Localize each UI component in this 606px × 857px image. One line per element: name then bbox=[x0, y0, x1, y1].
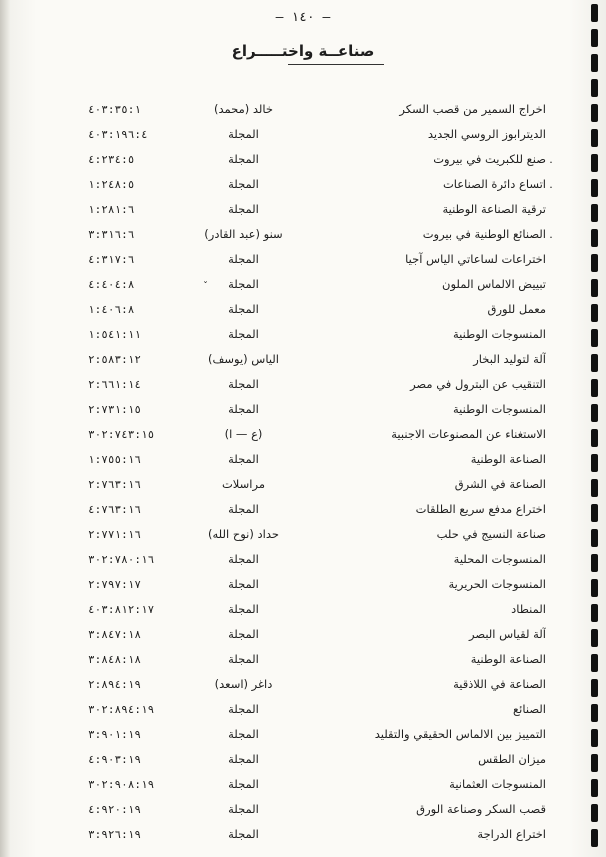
entry-author: المجلة bbox=[228, 377, 259, 391]
entry-reference: ٣:٣١٦:٦ bbox=[88, 228, 135, 241]
entry-author: المجلة bbox=[228, 277, 259, 291]
index-row bbox=[0, 697, 606, 722]
entry-topic: صنع للكبريت في بيروت bbox=[433, 152, 546, 166]
row-bullet: . bbox=[549, 178, 553, 191]
entry-reference: ٤٠٣:٨١٢:١٧ bbox=[88, 603, 155, 616]
index-row bbox=[0, 722, 606, 747]
index-row bbox=[0, 197, 606, 222]
entry-author: المجلة bbox=[228, 177, 259, 191]
index-row bbox=[0, 222, 606, 247]
entry-topic: صناعة النسيج في حلب bbox=[436, 527, 546, 541]
entry-topic: التمييز بين الالماس الحقيقي والتقليد bbox=[374, 727, 546, 741]
entry-topic: ميزان الطقس bbox=[478, 752, 546, 766]
entry-author: المجلة bbox=[228, 252, 259, 266]
entry-reference: ٣٠٢:٩٠٨:١٩ bbox=[88, 778, 155, 791]
index-row bbox=[0, 347, 606, 372]
index-row bbox=[0, 272, 606, 297]
entry-author: المجلة bbox=[228, 202, 259, 216]
entry-author: سنو (عبد القادر) bbox=[204, 227, 283, 241]
margin-mark: ˇ bbox=[203, 281, 208, 292]
entry-topic: الصناعة الوطنية bbox=[470, 652, 546, 666]
entry-topic: الديترابوز الروسي الجديد bbox=[427, 127, 546, 141]
entry-reference: ٢:٧٦٣:١٦ bbox=[88, 478, 141, 491]
entry-author: الياس (يوسف) bbox=[207, 352, 280, 366]
entry-reference: ٢:٧٣١:١٥ bbox=[88, 403, 141, 416]
entry-author: المجلة bbox=[228, 702, 259, 716]
entry-reference: ٢:٧٩٧:١٧ bbox=[88, 578, 141, 591]
entry-author: المجلة bbox=[228, 652, 259, 666]
entry-reference: ٢:٨٩٤:١٩ bbox=[88, 678, 141, 691]
page-number: — ١٤٠ — bbox=[275, 10, 331, 25]
row-bullet: . bbox=[549, 228, 553, 241]
entry-topic: المنسوجات الوطنية bbox=[452, 327, 546, 341]
entry-topic: التنقيب عن البترول في مصر bbox=[410, 377, 546, 391]
entry-topic: المنسوجات المحلية bbox=[453, 552, 546, 566]
entry-topic: الاستغناء عن المصنوعات الاجنبية bbox=[391, 427, 546, 441]
entry-reference: ٤:٢٣٤:٥ bbox=[88, 153, 135, 166]
entry-author: المجلة bbox=[228, 502, 259, 516]
index-row bbox=[0, 797, 606, 822]
entry-reference: ٣:٨٤٨:١٨ bbox=[88, 653, 141, 666]
entry-reference: ٤٠٣:١٩٦:٤ bbox=[88, 128, 148, 141]
entry-author: المجلة bbox=[228, 727, 259, 741]
index-row bbox=[0, 672, 606, 697]
entry-reference: ٤:٩٠٣:١٩ bbox=[88, 753, 141, 766]
entry-author: المجلة bbox=[228, 602, 259, 616]
index-row bbox=[0, 122, 606, 147]
entry-reference: ٣٠٢:٧٨٠:١٦ bbox=[88, 553, 155, 566]
entry-reference: ٣:٩٢٦:١٩ bbox=[88, 828, 141, 841]
entry-author: المجلة bbox=[228, 752, 259, 766]
entry-reference: ١:٧٥٥:١٦ bbox=[88, 453, 141, 466]
entry-topic: الصناعة الوطنية bbox=[470, 452, 546, 466]
entry-reference: ٤:٣١٧:٦ bbox=[88, 253, 135, 266]
entry-reference: ٢:٧٧١:١٦ bbox=[88, 528, 141, 541]
entry-topic: قصب السكر وصناعة الورق bbox=[416, 802, 546, 816]
entry-topic: الصنائع الوطنية في بيروت bbox=[422, 227, 546, 241]
entry-reference: ٤:٤٠٤:٨ bbox=[88, 278, 135, 291]
entry-topic: الصناعة في الشرق bbox=[454, 477, 546, 491]
entry-topic: اختراعات لساعاتي الياس آجيا bbox=[405, 252, 546, 266]
entry-topic: المنسوجات الحريرية bbox=[448, 577, 546, 591]
index-row bbox=[0, 447, 606, 472]
entry-topic: اختراع مدفع سريع الطلقات bbox=[415, 502, 546, 516]
index-row bbox=[0, 772, 606, 797]
entry-reference: ٤:٧٦٣:١٦ bbox=[88, 503, 141, 516]
entry-reference: ٣:٨٤٧:١٨ bbox=[88, 628, 141, 641]
entry-author: حداد (نوح الله) bbox=[208, 527, 279, 541]
index-row bbox=[0, 397, 606, 422]
entry-author: مراسلات bbox=[221, 477, 266, 491]
entry-author: المجلة bbox=[228, 127, 259, 141]
entry-reference: ١:٤٠٦:٨ bbox=[88, 303, 135, 316]
entry-topic: المنطاد bbox=[511, 602, 546, 616]
index-row bbox=[0, 422, 606, 447]
entry-author: داغر (اسعد) bbox=[214, 677, 273, 691]
index-row bbox=[0, 472, 606, 497]
index-row bbox=[0, 747, 606, 772]
page-title: صناعــة واختـــــراع bbox=[231, 42, 375, 60]
binding-hole bbox=[591, 79, 598, 97]
index-row bbox=[0, 372, 606, 397]
entry-topic: اختراع الدراجة bbox=[477, 827, 546, 841]
entry-author: المجلة bbox=[228, 777, 259, 791]
entry-author: المجلة bbox=[228, 327, 259, 341]
entry-reference: ٣:٩٠١:١٩ bbox=[88, 728, 141, 741]
entry-reference: ٤:٩٢٠:١٩ bbox=[88, 803, 141, 816]
entry-author: المجلة bbox=[228, 802, 259, 816]
index-row bbox=[0, 522, 606, 547]
entry-topic: ترقية الصناعة الوطنية bbox=[442, 202, 546, 216]
entry-author: المجلة bbox=[228, 627, 259, 641]
entry-author: المجلة bbox=[228, 152, 259, 166]
entry-topic: آلة لقياس البصر bbox=[469, 627, 546, 641]
entry-topic: آلة لتوليد البخار bbox=[473, 352, 546, 366]
index-row bbox=[0, 547, 606, 572]
entry-author: المجلة bbox=[228, 452, 259, 466]
entry-author: المجلة bbox=[228, 552, 259, 566]
entry-reference: ٢:٥٨٣:١٢ bbox=[88, 353, 141, 366]
entry-topic: معمل للورق bbox=[487, 302, 546, 316]
entry-reference: ١:٢٤٨:٥ bbox=[88, 178, 135, 191]
entry-reference: ٢:٦٦١:١٤ bbox=[88, 378, 141, 391]
index-row bbox=[0, 622, 606, 647]
entry-topic: المنسوجات العثمانية bbox=[449, 777, 546, 791]
entry-author: (ع — ا) bbox=[224, 427, 263, 441]
entry-reference: ١:٥٤١:١١ bbox=[88, 328, 141, 341]
index-row bbox=[0, 297, 606, 322]
entry-reference: ٤٠٣:٣٥:١ bbox=[88, 103, 141, 116]
index-row bbox=[0, 647, 606, 672]
entry-topic: المنسوجات الوطنية bbox=[452, 402, 546, 416]
row-bullet: . bbox=[549, 153, 553, 166]
index-row bbox=[0, 172, 606, 197]
entry-topic: الصناعة في اللاذقية bbox=[453, 677, 546, 691]
index-row bbox=[0, 572, 606, 597]
entry-reference: ١:٢٨١:٦ bbox=[88, 203, 135, 216]
index-row bbox=[0, 247, 606, 272]
entry-reference: ٣٠٢:٨٩٤:١٩ bbox=[88, 703, 155, 716]
entry-author: المجلة bbox=[228, 827, 259, 841]
entry-author: المجلة bbox=[228, 577, 259, 591]
entry-topic: اتساع دائرة الصناعات bbox=[442, 177, 546, 191]
index-row bbox=[0, 147, 606, 172]
index-row bbox=[0, 97, 606, 122]
entry-author: المجلة bbox=[228, 302, 259, 316]
index-row bbox=[0, 322, 606, 347]
entry-author: خالد (محمد) bbox=[213, 102, 274, 116]
entry-topic: تبييض الالماس الملون bbox=[442, 277, 546, 291]
index-row bbox=[0, 497, 606, 522]
title-underline bbox=[288, 64, 384, 65]
index-row bbox=[0, 822, 606, 847]
entry-topic: الصنائع bbox=[513, 702, 546, 716]
index-row bbox=[0, 597, 606, 622]
entry-topic: اخراج السمير من قصب السكر bbox=[399, 102, 546, 116]
entry-author: المجلة bbox=[228, 402, 259, 416]
entry-reference: ٣٠٢:٧٤٣:١٥ bbox=[88, 428, 155, 441]
